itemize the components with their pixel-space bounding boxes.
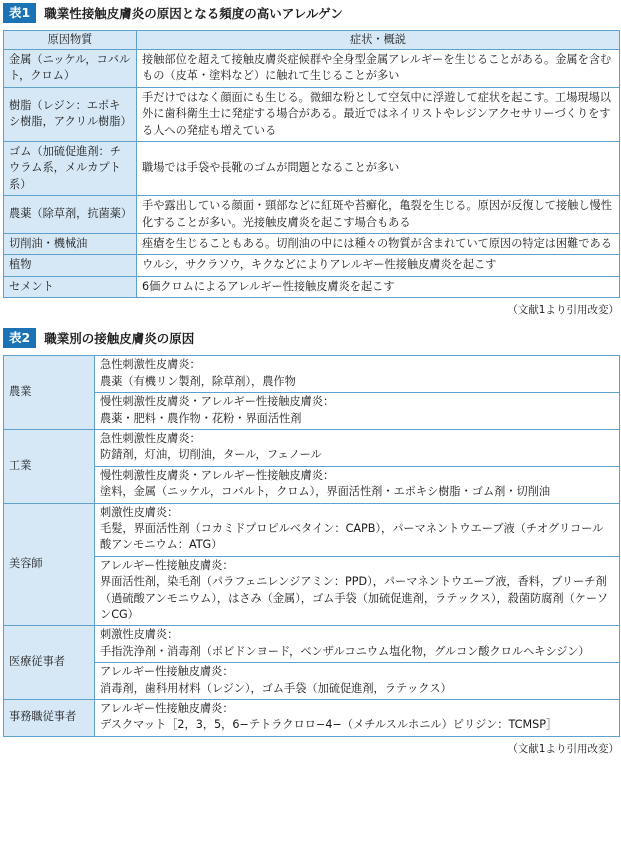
table1-title-bar (3, 2, 621, 24)
item-text: 毛髪，界面活性剤（コカミドプロピルベタイン：CAPB），パーマネントウエーブ液（チオグリコール酸アンモニウム：ATG） (100, 521, 604, 552)
item-label: 急性刺激性皮膚炎： (100, 431, 201, 445)
item-text: デスクマット［2，3，5，6−テトラクロロ−4−（メチルスルホニル）ピリジン：TCMSP］ (100, 718, 558, 732)
table-row (4, 556, 620, 626)
table-row (4, 196, 620, 234)
table-row (4, 503, 620, 556)
desc-cell: 手や露出している顔面・頸部などに紅斑や苔癬化，亀裂を生じる。原因が反復して接触し慢性化することが多い。光接触皮膚炎を起こす場合もある (137, 196, 620, 234)
cause-item-cell (95, 663, 620, 700)
item-label: 慢性刺激性皮膚炎・アレルギー性接触皮膚炎： (100, 395, 335, 409)
table-row (4, 142, 620, 196)
desc-cell: ウルシ，サクラソウ，キクなどによりアレルギー性接触皮膚炎を起こす (137, 255, 620, 276)
job-cell: 工業 (4, 429, 95, 503)
cause-cell: 植物 (4, 255, 137, 276)
table2-title: 職業別の接触皮膚炎の原因 (44, 331, 195, 347)
table1-title: 職業性接触皮膚炎の原因となる頻度の高いアレルゲン (44, 6, 343, 21)
table-row (4, 234, 620, 255)
item-label: 刺激性皮膚炎： (100, 505, 179, 519)
item-text: 手指洗浄剤・消毒剤（ポビドンヨード，ベンザルコニウム塩化物，グルコン酸クロルヘキシジン） (100, 644, 590, 658)
table1-header-cause: 原因物質 (4, 31, 137, 50)
job-cell: 事務職従事者 (4, 700, 95, 737)
item-text: 塗料，金属（ニッケル，コバルト，クロム），界面活性剤・エポキシ樹脂・ゴム剤・切削油 (100, 485, 551, 499)
table2 (3, 355, 620, 737)
desc-cell: 接触部位を超えて接触皮膚炎症候群や全身型金属アレルギーを生じることがある。金属を含むもの（皮革・塗料など）に触れて生じることが多い (137, 50, 620, 88)
item-text: 消毒剤，歯科用材料（レジン），ゴム手袋（加硫促進剤，ラテックス） (100, 681, 452, 695)
item-text: 農薬・肥料・農作物・花粉・界面活性剤 (100, 411, 302, 425)
item-label: アレルギー性接触皮膚炎： (100, 702, 234, 715)
cause-cell: セメント (4, 276, 137, 297)
cause-item-cell (95, 466, 620, 503)
item-text: 防錆剤，灯油，切削油，タール，フェノール (100, 448, 322, 462)
table-row (4, 87, 620, 141)
table-row (4, 700, 620, 737)
desc-cell: 手だけではなく顔面にも生じる。微細な粉として空気中に浮遊して症状を起こす。工場現場以外に歯科衛生士に発症する場合がある。最近ではネイリストやレジンアクセサリーづくりをする人への発症も増えている (137, 87, 620, 141)
cause-item-cell (95, 626, 620, 663)
cause-item-cell (95, 700, 620, 737)
table-row (4, 466, 620, 503)
cause-cell: ゴム（加硫促進剤：チウラム系，メルカプト系） (4, 142, 137, 196)
table-row (4, 626, 620, 663)
cause-item-cell (95, 503, 620, 556)
cause-item-cell (95, 393, 620, 430)
job-cell: 医療従事者 (4, 626, 95, 700)
item-text: 界面活性剤，染毛剤（パラフェニレンジアミン：PPD），パーマネントウエーブ液，香料，ブリーチ剤（過硫酸アンモニウム），はさみ（金属），ゴム手袋（加硫促進剤，ラテックス），殺菌防腐剤（ケーソンCG） (100, 575, 608, 621)
table-row (4, 663, 620, 700)
table-row (4, 356, 620, 393)
table-row (4, 276, 620, 297)
cause-cell: 金属（ニッケル，コバルト，クロム） (4, 50, 137, 88)
cause-item-cell (95, 429, 620, 466)
cause-cell: 樹脂（レジン：エポキシ樹脂，アクリル樹脂） (4, 87, 137, 141)
desc-cell: 職場では手袋や長靴のゴムが問題となることが多い (137, 142, 620, 196)
table2-title-bar (3, 327, 621, 349)
item-label: 刺激性皮膚炎： (100, 628, 179, 642)
table2-source-note: （文献1より引用改変） (507, 742, 619, 755)
document-page (0, 2, 621, 854)
cause-item-cell (95, 556, 620, 626)
table1-header-row (4, 31, 620, 50)
table1 (3, 30, 620, 298)
table2-badge: 表2 (3, 328, 36, 348)
cause-cell: 切削油・機械油 (4, 234, 137, 255)
item-label: アレルギー性接触皮膚炎： (100, 558, 234, 572)
item-label: 急性刺激性皮膚炎： (100, 358, 201, 372)
item-label: アレルギー性接触皮膚炎： (100, 665, 234, 679)
table1-header-desc: 症状・概説 (137, 31, 620, 50)
table-row (4, 50, 620, 88)
desc-cell: 6価クロムによるアレルギー性接触皮膚炎を起こす (137, 276, 620, 297)
table1-source-note: （文献1より引用改変） (507, 304, 619, 317)
desc-cell: 痤瘡を生じることもある。切削油の中には種々の物質が含まれていて原因の特定は困難である (137, 234, 620, 255)
job-cell: 美容師 (4, 503, 95, 626)
cause-cell: 農薬（除草剤，抗菌薬） (4, 196, 137, 234)
item-text: 農薬（有機リン製剤，除草剤），農作物 (100, 374, 296, 388)
table1-badge: 表1 (3, 3, 36, 23)
cause-item-cell (95, 356, 620, 393)
table-row (4, 393, 620, 430)
table-row (4, 429, 620, 466)
item-label: 慢性刺激性皮膚炎・アレルギー性接触皮膚炎： (100, 468, 335, 482)
job-cell: 農業 (4, 356, 95, 430)
table-row (4, 255, 620, 276)
